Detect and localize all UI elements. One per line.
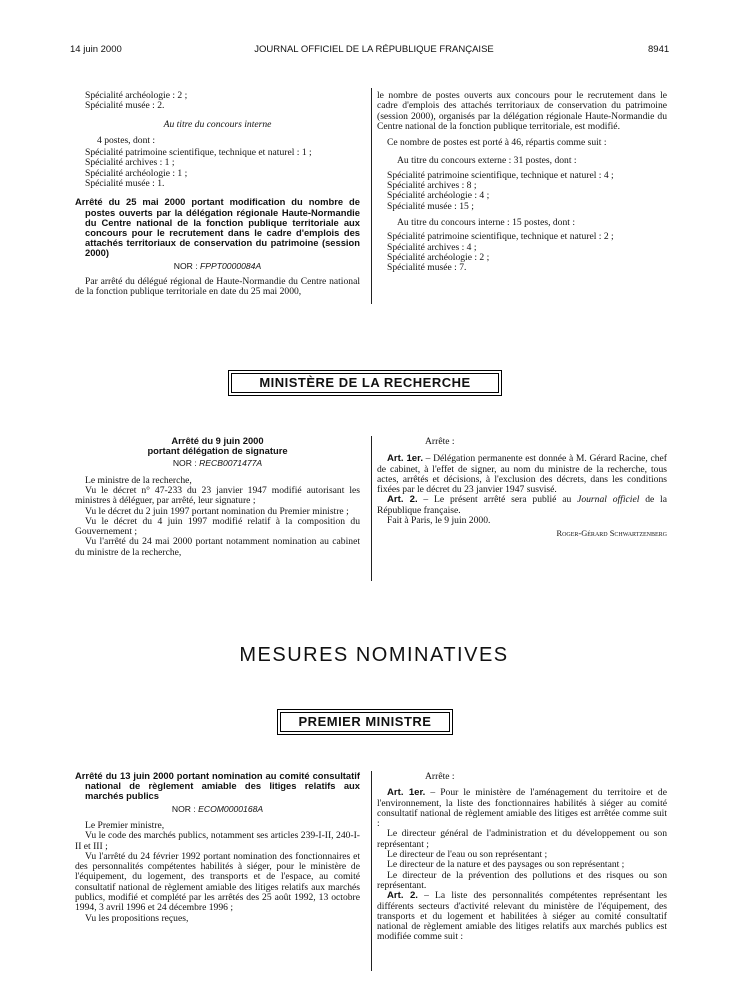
column-divider xyxy=(371,771,372,971)
paragraph: Vu l'arrêté du 24 mai 2000 portant notamment nomination au cabinet du ministre de la recherche, xyxy=(75,536,360,558)
ministry-title: PREMIER MINISTRE xyxy=(280,712,450,732)
section1-right xyxy=(377,91,667,273)
concours-interne-title: Au titre du concours interne xyxy=(163,118,272,130)
paragraph: Vu le code des marchés publics, notamment ses articles 239-I-II, 240-I-II et III ; xyxy=(75,830,360,852)
page-number: 8941 xyxy=(648,44,670,55)
ministry-title: MINISTÈRE DE LA RECHERCHE xyxy=(231,373,499,393)
fait: Fait à Paris, le 9 juin 2000. xyxy=(387,515,491,527)
line: Spécialité archéologie : 2 ; xyxy=(387,251,490,263)
list-item: Le directeur de la prévention des pollutions et des risques ou son représentant. xyxy=(377,869,667,891)
ministry-heading xyxy=(277,709,453,735)
article-label: Art. 1er. xyxy=(387,453,423,465)
line: Spécialité archives : 8 ; xyxy=(387,180,477,192)
article-1 xyxy=(377,788,667,829)
list-item: Le directeur de l'eau ou son représentant ; xyxy=(387,849,548,861)
nor xyxy=(75,458,360,468)
article-label: Art. 2. xyxy=(387,494,418,506)
paragraph: Le Premier ministre, xyxy=(85,819,165,831)
journal-name: Journal officiel xyxy=(577,494,640,506)
body: Par arrêté du délégué régional de Haute-Normandie du Centre national de la fonction publique territoriale en date du 25 mai 2000, xyxy=(75,275,360,298)
list-item: Le directeur général de l'administration et du développement ou son représentant ; xyxy=(377,828,667,850)
column-divider xyxy=(371,436,372,581)
line: Spécialité musée : 7. xyxy=(387,262,467,274)
article-text: – La liste des personnalités compétentes représentant les différents secteurs d'activité relevant du ministère de l'équipement, des transports et du logement et habilitées à siéger au comité consultatif national de règlement amiable des litiges relatifs aux marchés publics est modifiée comme suit : xyxy=(377,890,667,943)
paragraph: Vu le décret n° 47-233 du 23 janvier 1947 modifié autorisant les ministres à déléguer, par arrêté, leur signature ; xyxy=(75,485,360,507)
nor-label: NOR : xyxy=(173,260,201,271)
line: Spécialité archéologie : 1 ; xyxy=(85,167,188,179)
signature: Roger-Gérard Schwartzenberg xyxy=(556,529,667,539)
section3-left xyxy=(75,771,360,924)
nor-code: ECOM0000168A xyxy=(198,803,264,814)
line: Spécialité archives : 1 ; xyxy=(85,157,175,169)
arrete-subtitle: portant délégation de signature xyxy=(147,445,288,457)
line: Spécialité musée : 2. xyxy=(85,100,165,112)
section1-left xyxy=(75,91,360,297)
paragraph: Vu les propositions reçues, xyxy=(85,912,189,924)
article-text: – Le présent arrêté sera publié au xyxy=(417,494,578,506)
list-item: Le directeur de la nature et des paysages ou son représentant ; xyxy=(387,859,625,871)
nor-label: NOR : xyxy=(171,803,199,814)
arrete-title: Arrêté du 9 juin 2000 xyxy=(171,435,264,446)
line: Spécialité musée : 15 ; xyxy=(387,200,474,212)
line: Spécialité archéologie : 2 ; xyxy=(85,90,188,101)
section3-right xyxy=(377,772,667,943)
ministry-heading xyxy=(228,370,502,396)
line: Spécialité patrimoine scientifique, technique et naturel : 2 ; xyxy=(387,231,614,243)
arrete-title: Arrêté du 25 mai 2000 portant modification du nombre de postes ouverts par la délégation régionale Haute-Normandie du Centre national de la fonction publique territoriale aux concours pour le recrutement dans le cadre d'emplois des attachés territoriaux de conservation du patrimoine (session 2000) xyxy=(75,196,360,259)
article-text: de la République française. xyxy=(377,494,667,516)
article-text: – Pour le ministère de l'aménagement du territoire et de l'environnement, la liste des fonctionnaires habilités à siéger au comité consultatif national de règlement amiable des litiges est arrêtée comme suit : xyxy=(377,787,667,830)
intro: le nombre de postes ouverts aux concours pour le recrutement dans le cadre d'emplois des attachés territoriaux de conservation du patrimoine (session 2000), organisés par la délégation régionale Haute-Normandie du Centre national de la fonction publique territoriale, est modifié. xyxy=(377,90,667,132)
total: Ce nombre de postes est porté à 46, répartis comme suit : xyxy=(387,137,607,149)
article-2 xyxy=(377,495,667,516)
interne-title: Au titre du concours interne : 15 postes, dont : xyxy=(397,216,575,228)
paragraph: Vu l'arrêté du 24 février 1992 portant nomination des fonctionnaires et des personnalités compétentes habilités à siéger, pour le ministère de l'équipement, du logement, des transports et de l'espace, au comité consultatif national de règlement amiable des litiges relatifs aux marchés publics, modifié et complété par les arrêtés des 25 août 1992, 13 octobre 1994, 3 avril 1996 et 24 décembre 1996 ; xyxy=(75,850,360,914)
nor xyxy=(75,261,360,271)
paragraph: Vu le décret du 2 juin 1997 portant nomination du Premier ministre ; xyxy=(85,505,349,517)
line: Spécialité patrimoine scientifique, technique et naturel : 4 ; xyxy=(387,169,614,181)
line: Spécialité musée : 1. xyxy=(85,178,165,190)
article-1 xyxy=(377,454,667,495)
line: Spécialité patrimoine scientifique, technique et naturel : 1 ; xyxy=(85,147,312,159)
section2-right xyxy=(377,437,667,540)
line: Spécialité archéologie : 4 ; xyxy=(387,190,490,202)
header-date: 14 juin 2000 xyxy=(70,44,122,55)
article-label: Art. 1er. xyxy=(387,787,426,799)
article-text: – Délégation permanente est donnée à M. Gérard Racine, chef de cabinet, à l'effet de signer, au nom du ministre de la recherche, tous actes, arrêtés et décisions, à l'exclusion des décrets, dans les conditions fixées par le décret du 23 janvier 1947 susvisé. xyxy=(377,453,667,496)
article-2 xyxy=(377,891,667,942)
nor xyxy=(75,804,360,814)
paragraph: Vu le décret du 4 juin 1997 modifié relatif à la composition du Gouvernement ; xyxy=(75,515,360,538)
journal-title: JOURNAL OFFICIEL DE LA RÉPUBLIQUE FRANÇAISE xyxy=(254,44,494,55)
arrete: Arrête : xyxy=(425,771,455,782)
externe-title: Au titre du concours externe : 31 postes, dont : xyxy=(397,155,577,167)
column-divider xyxy=(371,88,372,304)
nor-label: NOR : xyxy=(172,458,200,469)
arrete-title: Arrêté du 13 juin 2000 portant nomination au comité consultatif national de règlement amiable des litiges relatifs aux marchés publics xyxy=(75,770,360,802)
nor-code: RECB0071477A xyxy=(199,458,263,469)
postes: 4 postes, dont : xyxy=(97,134,156,146)
nor-code: FPPT0000084A xyxy=(200,260,262,271)
article-label: Art. 2. xyxy=(387,890,418,902)
line: Spécialité archives : 4 ; xyxy=(387,241,477,253)
section2-left xyxy=(75,436,360,558)
mesures-title: MESURES NOMINATIVES xyxy=(239,644,509,666)
paragraph: Le ministre de la recherche, xyxy=(85,474,192,486)
arrete: Arrête : xyxy=(425,436,455,447)
